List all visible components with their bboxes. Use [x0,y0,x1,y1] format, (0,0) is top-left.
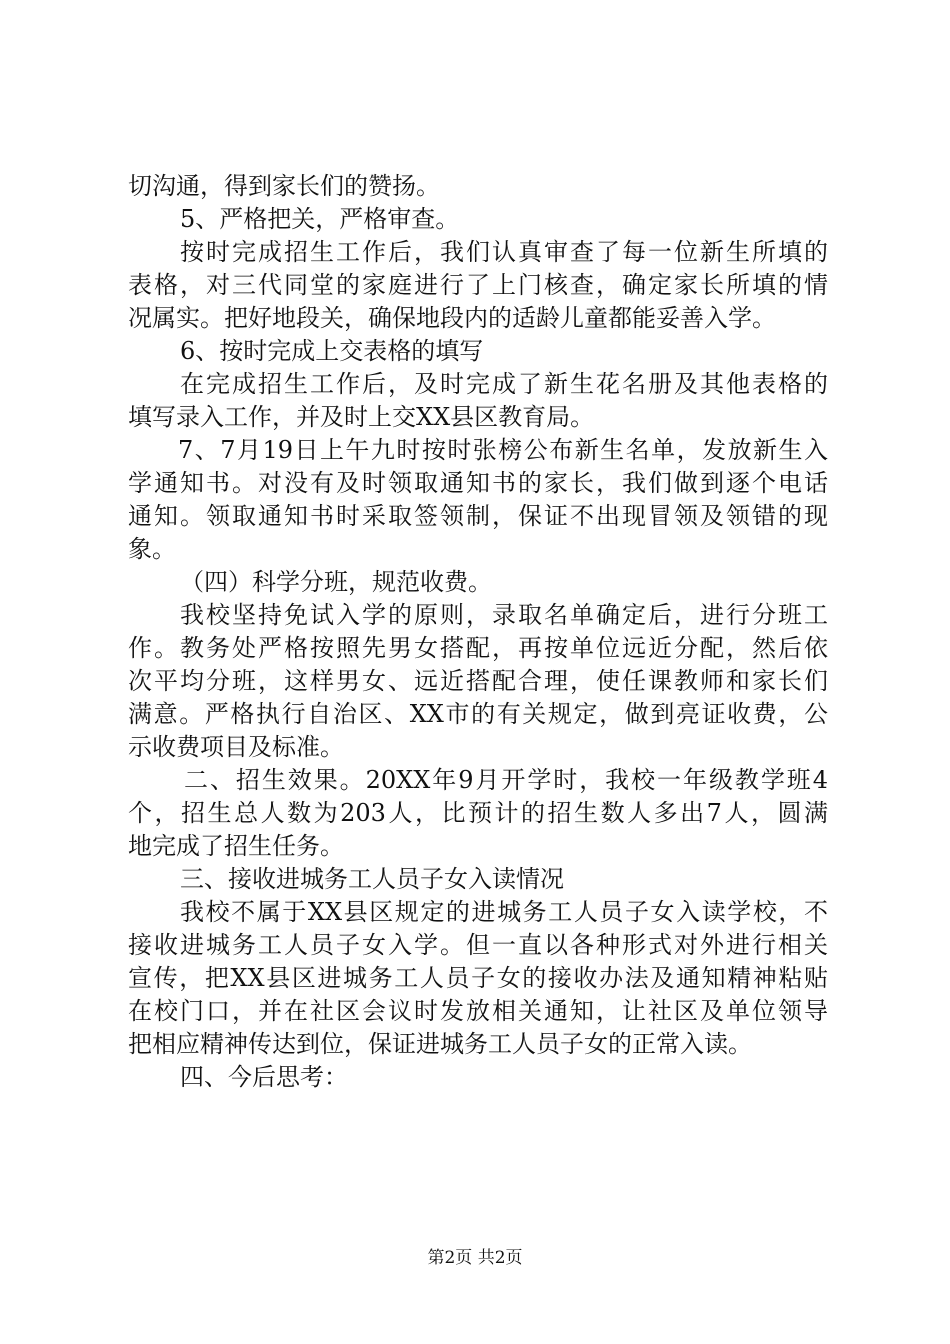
heading-future-thoughts: 四、今后思考： [180,1063,348,1091]
text-line: 按时完成招生工作后，我们认真审查了每一位新生所填的 [180,238,828,266]
text-line: 接收进城务工人员子女入学。但一直以各种形式对外进行相关 [128,931,828,959]
text-line: 满意。严格执行自治区、XX市的有关规定，做到亮证收费，公 [128,700,828,728]
text-line: 况属实。把好地段关，确保地段内的适龄儿童都能妥善入学。 [128,304,776,332]
text-line: 象。 [128,535,176,563]
text-line: 地完成了招生任务。 [128,832,344,860]
text-line: 我校不属于XX县区规定的进城务工人员子女入读学校，不 [180,898,828,926]
text-line: 通知。领取通知书时采取签领制，保证不出现冒领及领错的现 [128,502,828,530]
heading-class-division: （四）科学分班，规范收费。 [180,568,492,596]
text-line: 作。教务处严格按照先男女搭配，再按单位远近分配，然后依 [128,634,828,662]
text-line: 在完成招生工作后，及时完成了新生花名册及其他表格的 [180,370,828,398]
text-line: 学通知书。对没有及时领取通知书的家长，我们做到逐个电话 [128,469,828,497]
text-line: 个，招生总人数为203人，比预计的招生数人多出7人，圆满 [128,799,828,827]
page-footer: 第2页 共2页 [427,1248,523,1268]
text-line: 表格，对三代同堂的家庭进行了上门核查，确定家长所填的情 [128,271,828,299]
text-line: 我校坚持免试入学的原则，录取名单确定后，进行分班工 [180,601,828,629]
heading-submit-forms: 6、按时完成上交表格的填写 [180,337,484,365]
heading-notice-list: 7、7月19日上午九时按时张榜公布新生名单，发放新生入 [178,436,828,464]
text-line: 在校门口，并在社区会议时发放相关通知，让社区及单位领导 [128,997,828,1025]
heading-migrant-children: 三、接收进城务工人员子女入读情况 [180,865,564,893]
text-line: 切沟通，得到家长们的赞扬。 [128,172,440,200]
heading-strict-review: 5、严格把关，严格审查。 [180,205,460,233]
document-body [128,170,828,1094]
text-line: 把相应精神传达到位，保证进城务工人员子女的正常入读。 [128,1030,752,1058]
text-line: 次平均分班，这样男女、远近搭配合理，使任课教师和家长们 [128,667,828,695]
text-line: 填写录入工作，并及时上交XX县区教育局。 [128,403,595,431]
heading-enrollment-result: 二、招生效果。20XX年9月开学时，我校一年级教学班4 [184,766,828,794]
text-line: 示收费项目及标准。 [128,733,344,761]
text-line: 宣传，把XX县区进城务工人员子女的接收办法及通知精神粘贴 [128,964,828,992]
